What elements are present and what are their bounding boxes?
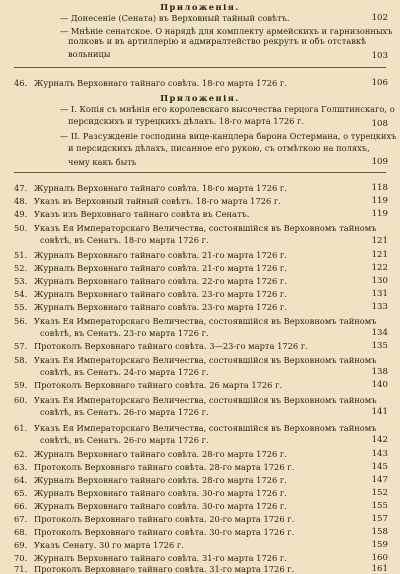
page-number: 135: [371, 341, 388, 351]
entry-text: Протоколъ Верховнаго тайнаго совѣта. 20-го марта 1726 г.: [34, 515, 295, 524]
appendix-item-text: — I. Копія съ мнѣнія его королевскаго высочества герцога Голштинскаго, о: [60, 105, 395, 114]
entry-text: Протоколъ Верховнаго тайнаго совѣта. 31-го марта 1726 г.: [34, 565, 295, 574]
page-number: 138: [371, 367, 388, 377]
page-number: 119: [371, 196, 388, 206]
page-number: 133: [371, 302, 388, 312]
entry-number: 70.: [14, 554, 28, 563]
page-number: 109: [371, 157, 388, 167]
page-number: 121: [371, 250, 388, 260]
page-number: 106: [371, 78, 388, 88]
entry-number: 58.: [14, 356, 28, 365]
entry-text: совѣтѣ, въ Сенатъ. 26-го марта 1726 г.: [40, 436, 209, 445]
page-number: 118: [371, 183, 388, 193]
page-number: 155: [371, 501, 388, 511]
appendix-heading: Приложенія.: [160, 3, 240, 12]
appendix-item-text: персидскихъ и турецкихъ дѣлахъ. 18-го марта 1726 г.: [68, 117, 305, 126]
appendix-item-text: и персидскихъ дѣлахъ, писанное его рукою, съ отмѣткою на поляхъ,: [68, 144, 370, 153]
entry-text: Указъ Сенату. 30 го марта 1726 г.: [34, 541, 184, 550]
entry-text: Журналъ Верховнаго тайнаго совѣта. 22-го марта 1726 г.: [34, 277, 287, 286]
entry-number: 61.: [14, 424, 28, 433]
entry-text: Указъ Ея Императорскаго Величества, состоявшійся въ Верховномъ тайномъ: [34, 424, 377, 433]
entry-text: Журналъ Верховнаго тайнаго совѣта. 28-го марта 1726 г.: [34, 476, 287, 485]
entry-text: Указъ Ея Императорскаго Величества, состоявшійся въ Верховномъ тайномъ: [34, 317, 377, 326]
entry-number: 49.: [14, 210, 28, 219]
page-number: 131: [371, 289, 388, 299]
page-number: 157: [371, 514, 388, 524]
appendix-item-text: — II. Разсужденіе господина вице-канцлера барона Остермана, о турецкихъ: [60, 132, 397, 141]
entry-text: Указъ Ея Императорскаго Величества, состоявшійся въ Верховномъ тайномъ: [34, 396, 377, 405]
entry-text: Журналъ Верховнаго тайнаго совѣта. 28-го марта 1726 г.: [34, 450, 287, 459]
entry-number: 68.: [14, 528, 28, 537]
entry-number: 66.: [14, 502, 28, 511]
entry-number: 67.: [14, 515, 28, 524]
page-number: 145: [371, 462, 388, 472]
page-number: 121: [371, 236, 388, 246]
entry-text: Журналъ Верховнаго тайнаго совѣта. 30-го марта 1726 г.: [34, 489, 287, 498]
page-number: 122: [371, 263, 388, 273]
section-divider: [14, 67, 386, 68]
page-number: 108: [371, 119, 388, 129]
entry-text: Журналъ Верховнаго тайнаго совѣта. 30-го марта 1726 г.: [34, 502, 287, 511]
entry-number: 71.: [14, 565, 28, 574]
entry-text: Протоколъ Верховнаго тайнаго совѣта. 28-го марта 1726 г.: [34, 463, 295, 472]
entry-number: 54.: [14, 290, 28, 299]
page-number: 102: [371, 13, 388, 23]
entry-number: 51.: [14, 251, 28, 260]
appendix-item-text: чему какъ быть: [68, 158, 137, 167]
entry-text: совѣтѣ, въ Сенатъ. 23-го марта 1726 г.: [40, 329, 209, 338]
page-number: 143: [371, 449, 388, 459]
entry-text: Журналъ Верховнаго тайнаго совѣта. 23-го марта 1726 г.: [34, 290, 287, 299]
page-number: 160: [371, 553, 388, 563]
entry-text: совѣтѣ, въ Сенатъ. 18-го марта 1726 г.: [40, 236, 209, 245]
page-number: 152: [371, 488, 388, 498]
entry-number: 60.: [14, 396, 28, 405]
page-number: 130: [371, 276, 388, 286]
appendix-item-text: — Донесеніе (Сената) въ Верховный тайный совѣтъ.: [60, 14, 290, 23]
entry-text: Указъ въ Верховный тайный совѣтъ. 18-го марта 1726 г.: [34, 197, 281, 206]
entry-text: совѣтѣ, въ Сенатъ. 26-го марта 1726 г.: [40, 408, 209, 417]
entry-text: совѣтѣ, въ Сенатъ. 24-го марта 1726 г.: [40, 368, 209, 377]
entry-number: 55.: [14, 303, 28, 312]
entry-number: 59.: [14, 381, 28, 390]
entry-number: 57.: [14, 342, 28, 351]
appendix-item-text: полковъ и въ артиллерію и адмиралтейство рекрутъ и объ отставкѣ: [68, 37, 367, 46]
entry-number: 56.: [14, 317, 28, 326]
page-number: 159: [371, 540, 388, 550]
entry-number: 52.: [14, 264, 28, 273]
appendix-heading: Приложенія.: [160, 94, 240, 103]
page-number: 161: [371, 564, 388, 574]
entry-number: 53.: [14, 277, 28, 286]
page-number: 147: [371, 475, 388, 485]
entry-number: 48.: [14, 197, 28, 206]
section-divider: [14, 172, 386, 173]
entry-text: Журналъ Верховнаго тайнаго совѣта. 18-го марта 1726 г.: [34, 79, 287, 88]
entry-text: Журналъ Верховнаго тайнаго совѣта. 18-го марта 1726 г.: [34, 184, 287, 193]
entry-number: 64.: [14, 476, 28, 485]
entry-text: Указъ Ея Императорскаго Величества, состоявшійся въ Верховномъ тайномъ: [34, 224, 377, 233]
entry-number: 50.: [14, 224, 28, 233]
entry-text: Журналъ Верховнаго тайнаго совѣта. 23-го марта 1726 г.: [34, 303, 287, 312]
entry-number: 46.: [14, 79, 28, 88]
entry-text: Протоколъ Верховнаго тайнаго совѣта. 3—23-го марта 1726 г.: [34, 342, 308, 351]
page-number: 134: [371, 328, 388, 338]
entry-text: Протоколъ Верховнаго тайнаго совѣта. 26 марта 1726 г.: [34, 381, 283, 390]
entry-text: Протоколъ Верховнаго тайнаго совѣта. 30-го марта 1726 г.: [34, 528, 295, 537]
appendix-item-text: — Мнѣніе сенатское. О нарядѣ для комплекту армейскихъ и гарнизонныхъ: [60, 27, 393, 36]
page-number: 140: [371, 380, 388, 390]
entry-number: 62.: [14, 450, 28, 459]
page-number: 142: [371, 435, 388, 445]
page-number: 141: [371, 407, 388, 417]
appendix-item-text: вольницы: [68, 50, 111, 59]
entry-text: Журналъ Верховнаго тайнаго совѣта. 21-го марта 1726 г.: [34, 264, 287, 273]
entry-number: 65.: [14, 489, 28, 498]
entry-number: 63.: [14, 463, 28, 472]
entry-text: Журналъ Верховнаго тайнаго совѣта. 31-го марта 1726 г.: [34, 554, 287, 563]
entry-number: 69.: [14, 541, 28, 550]
entry-text: Журналъ Верховнаго тайнаго совѣта. 21-го марта 1726 г.: [34, 251, 287, 260]
entry-text: Указъ изъ Верховнаго тайнаго совѣта въ Сенатъ.: [34, 210, 250, 219]
page-number: 103: [371, 51, 388, 61]
entry-text: Указъ Ея Императорскаго Величества, состоявшійся въ Верховномъ тайномъ: [34, 356, 377, 365]
page-number: 158: [371, 527, 388, 537]
page-number: 119: [371, 209, 388, 219]
entry-number: 47.: [14, 184, 28, 193]
